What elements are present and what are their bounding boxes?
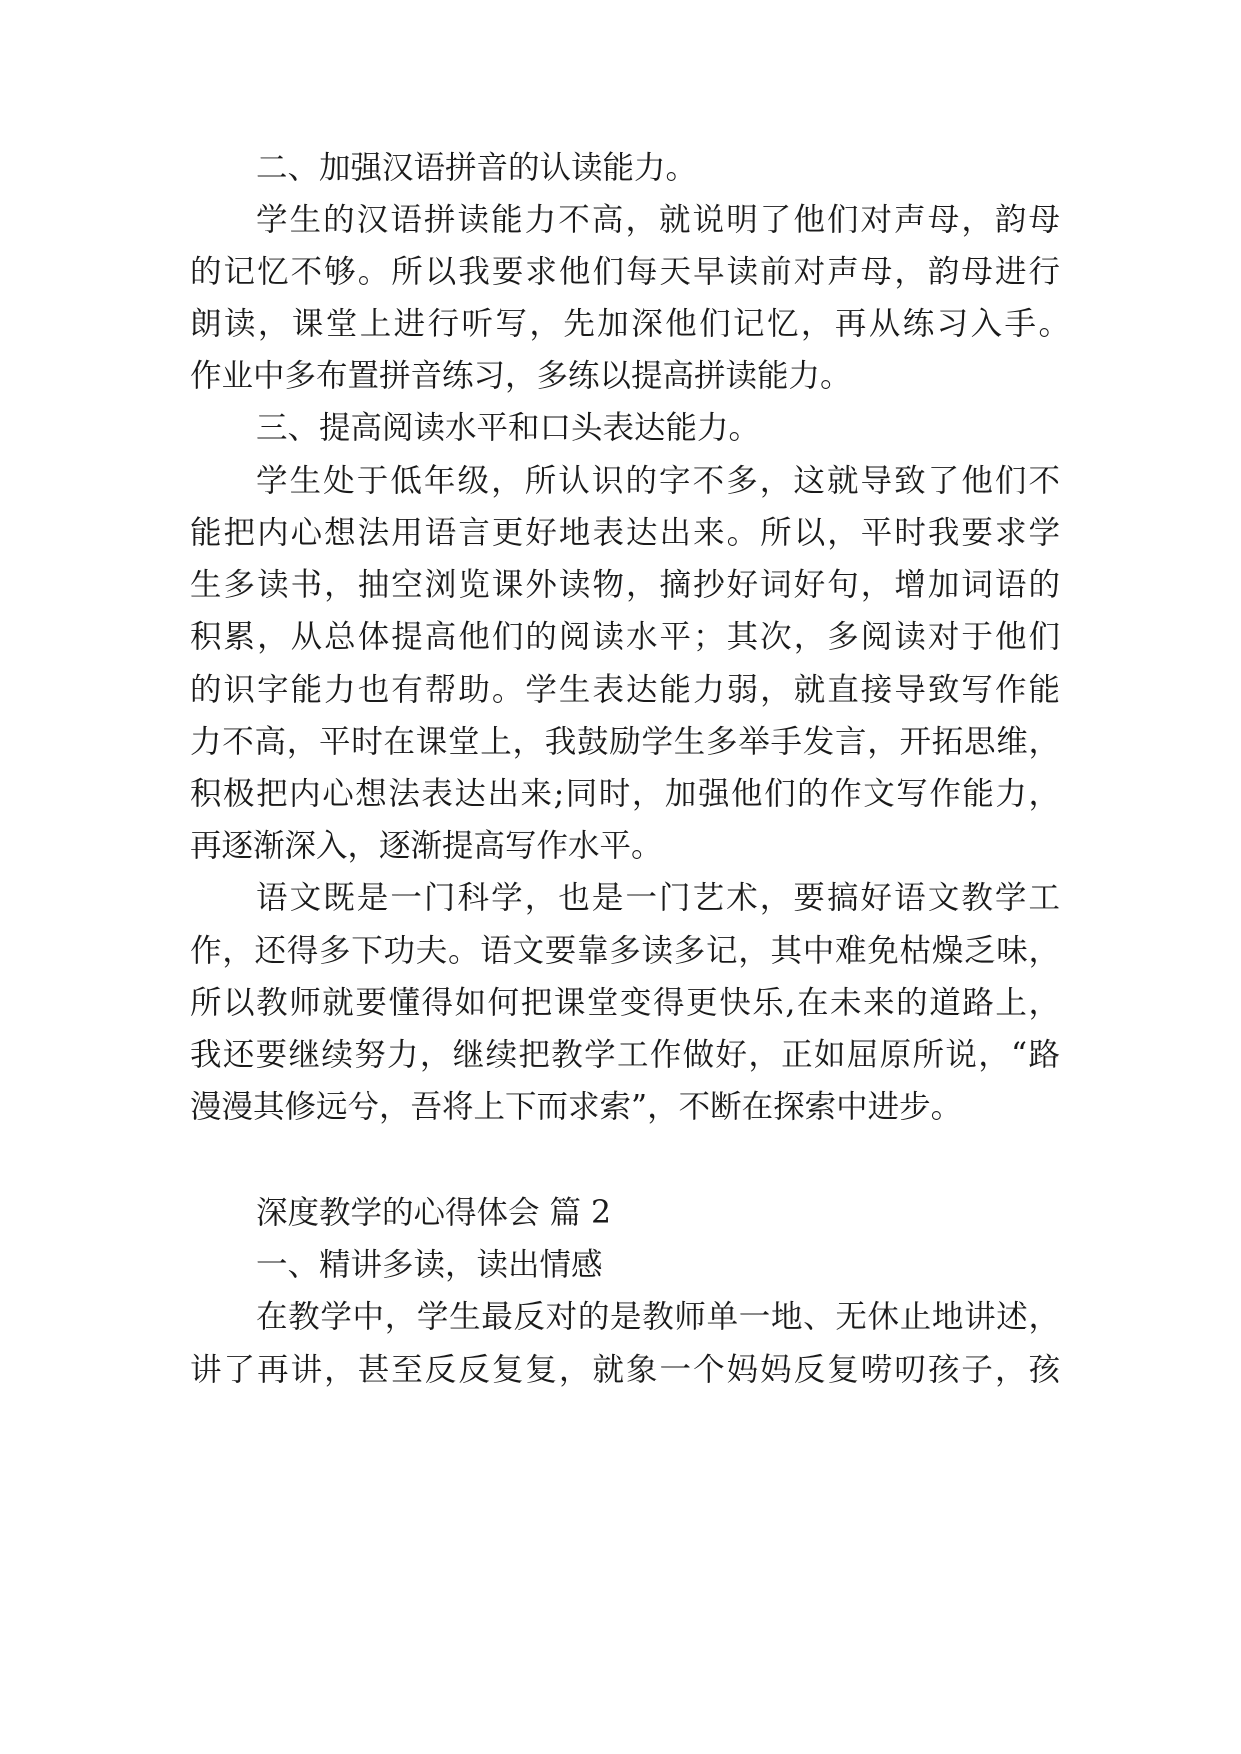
paragraph-line: 我还要继续努力，继续把教学工作做好，正如屈原所说，“路 [190,1037,1060,1073]
paragraph-line: 的识字能力也有帮助。学生表达能力弱，就直接导致写作能 [190,672,1060,708]
paragraph-line: 再逐渐深入，逐渐提高写作水平。 [190,828,663,864]
paragraph-line: 生多读书，抽空浏览课外读物，摘抄好词好句，增加词语的 [190,567,1060,603]
paragraph-line: 学生处于低年级，所认识的字不多，这就导致了他们不 [256,463,1060,499]
paragraph-line: 漫漫其修远兮，吾将上下而求索”，不断在探索中进步。 [190,1089,963,1125]
paragraph-line: 作，还得多下功夫。语文要靠多读多记，其中难免枯燥乏味， [190,933,1060,969]
paragraph-line: 语文既是一门科学，也是一门艺术，要搞好语文教学工 [256,880,1060,916]
article-title: 深度教学的心得体会 篇 2 [256,1195,612,1231]
section-heading-reading-emotion: 一、精讲多读，读出情感 [256,1247,603,1283]
paragraph-line: 积累，从总体提高他们的阅读水平；其次，多阅读对于他们 [190,619,1060,655]
paragraph-line: 讲了再讲，甚至反反复复，就象一个妈妈反复唠叨孩子，孩 [190,1352,1060,1388]
section-heading-pinyin: 二、加强汉语拼音的认读能力。 [256,150,698,186]
paragraph-line: 朗读，课堂上进行听写，先加深他们记忆，再从练习入手。 [190,306,1070,342]
paragraph-line: 力不高，平时在课堂上，我鼓励学生多举手发言，开拓思维， [190,724,1060,760]
paragraph-line: 能把内心想法用语言更好地表达出来。所以，平时我要求学 [190,515,1060,551]
paragraph-line: 积极把内心想法表达出来;同时，加强他们的作文写作能力， [190,776,1060,812]
paragraph-line: 作业中多布置拼音练习，多练以提高拼读能力。 [190,358,852,394]
paragraph-line: 学生的汉语拼读能力不高，就说明了他们对声母，韵母 [256,202,1060,238]
paragraph-line: 的记忆不够。所以我要求他们每天早读前对声母，韵母进行 [190,254,1060,290]
paragraph-line: 所以教师就要懂得如何把课堂变得更快乐,在未来的道路上， [190,985,1060,1021]
section-heading-reading: 三、提高阅读水平和口头表达能力。 [256,410,761,446]
paragraph-line: 在教学中，学生最反对的是教师单一地、无休止地讲述， [256,1299,1060,1335]
